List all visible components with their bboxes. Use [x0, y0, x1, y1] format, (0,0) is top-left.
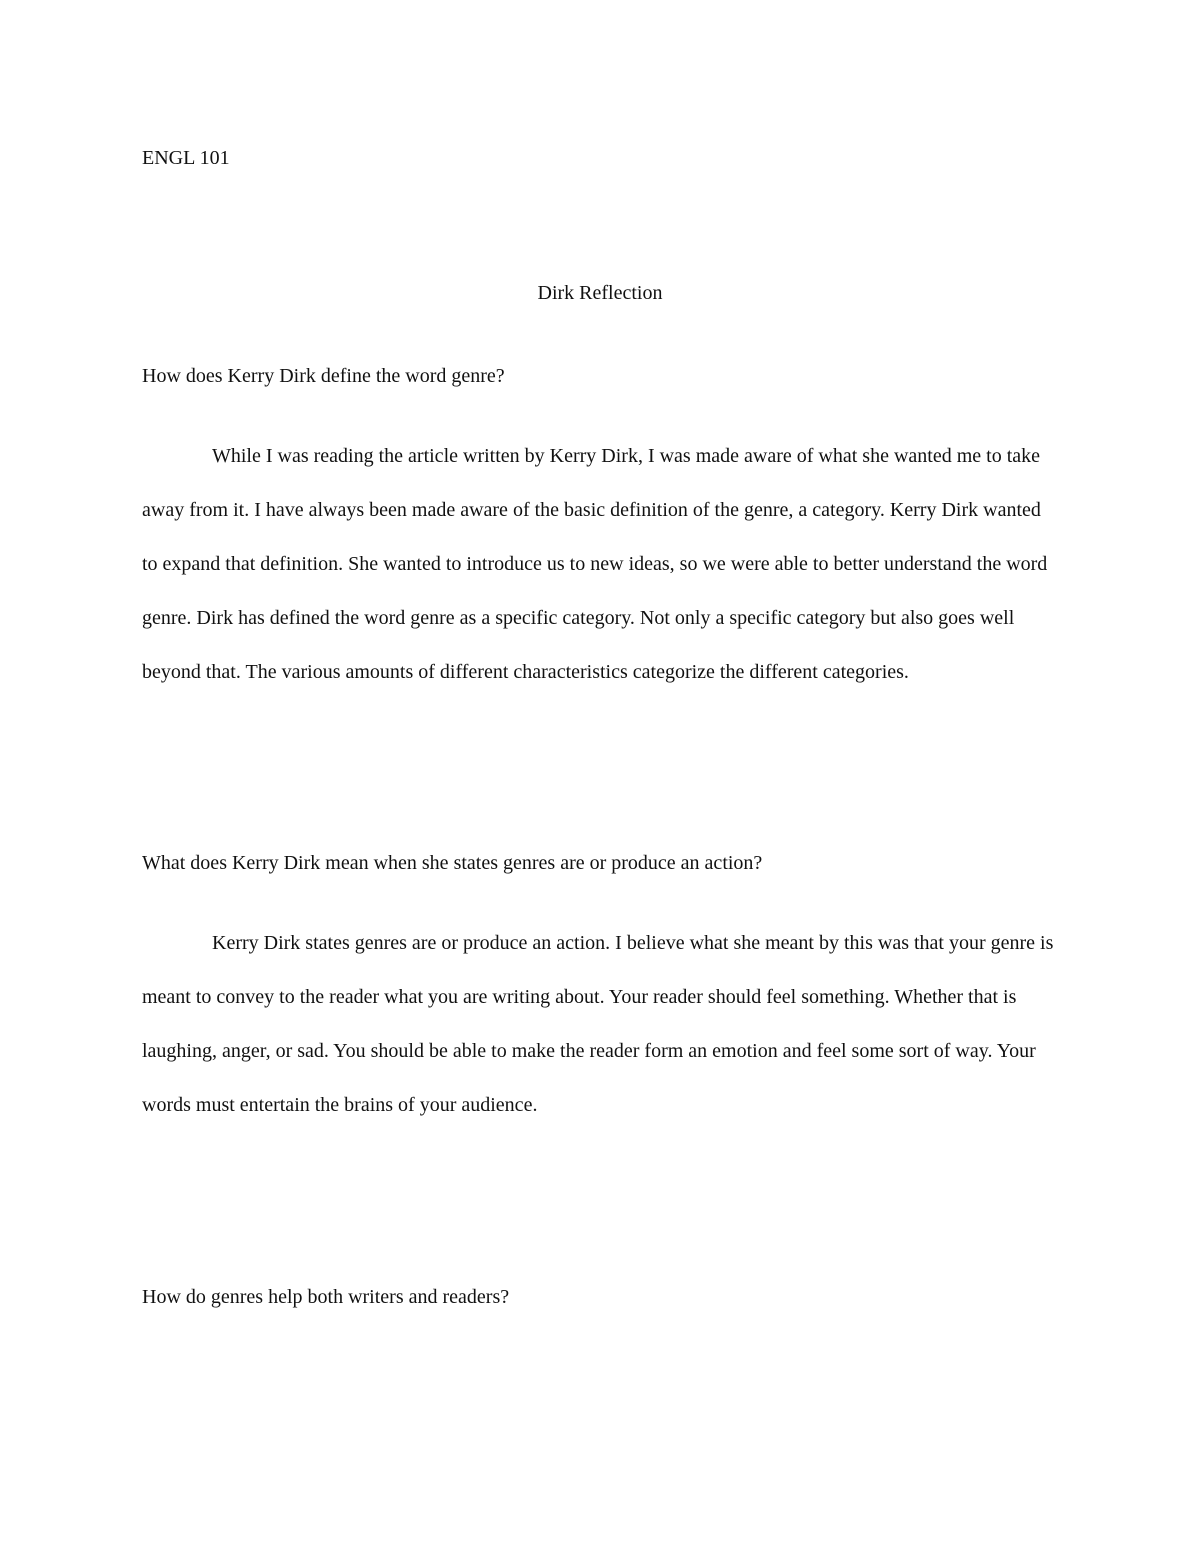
course-label: ENGL 101 [142, 147, 230, 169]
question-heading: How do genres help both writers and readers? [142, 1286, 510, 1308]
answer-paragraph: Kerry Dirk states genres are or produce an action. I believe what she meant by this was that your genre is meant to convey to the reader what you are writing about. Your reader should feel something. Whether that is laughing, anger, or sad. You should be able to make the reader form an emotion and feel some sort of way. Your words must entertain the brains of your audience. [142, 932, 1054, 1117]
question-heading: How does Kerry Dirk define the word genre? [142, 365, 505, 387]
question-heading: What does Kerry Dirk mean when she states genres are or produce an action? [142, 852, 763, 874]
page-title: Dirk Reflection [537, 282, 663, 304]
answer-paragraph: While I was reading the article written by Kerry Dirk, I was made aware of what she wanted me to take away from it. I have always been made aware of the basic definition of the genre, a category. Kerry Dirk wanted to expand that definition. She wanted to introduce us to new ideas, so we were able to better understand the word genre. Dirk has defined the word genre as a specific category. Not only a specific category but also goes well beyond that. The various amounts of different characteristics categorize the different categories. [142, 445, 1048, 684]
